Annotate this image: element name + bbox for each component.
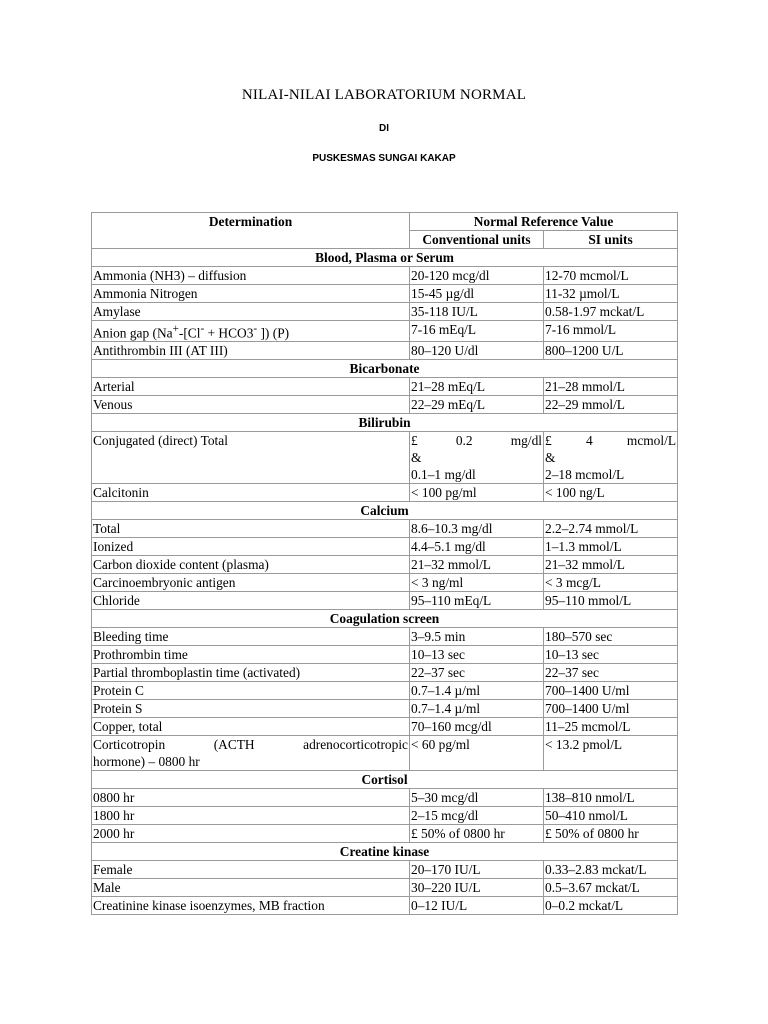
section-calcium: Calcium — [92, 502, 678, 520]
si-value: 0.58-1.97 mckat/L — [544, 303, 678, 321]
si-value: £ 50% of 0800 hr — [544, 825, 678, 843]
si-value: < 13.2 pmol/L — [544, 736, 678, 771]
test-name-part: (ACTH — [213, 737, 255, 753]
table-row — [92, 897, 678, 915]
table-row — [92, 285, 678, 303]
test-name-part: ]) (P) — [257, 325, 290, 341]
test-name-part: Anion gap (Na — [93, 325, 173, 341]
si-value: 800–1200 U/L — [544, 342, 678, 360]
test-name: Creatinine kinase isoenzymes, MB fraction — [92, 897, 410, 915]
conventional-value: 4.4–5.1 mg/dl — [410, 538, 544, 556]
test-name: Carcinoembryonic antigen — [92, 574, 410, 592]
conventional-value: 0.7–1.4 µ/ml — [410, 700, 544, 718]
value-part: & — [545, 450, 556, 466]
section-cortisol: Cortisol — [92, 771, 678, 789]
conventional-value: 20–170 IU/L — [410, 861, 544, 879]
test-name-part: hormone) – 0800 hr — [93, 754, 200, 770]
table-row — [92, 736, 678, 771]
conventional-value: < 100 pg/ml — [410, 484, 544, 502]
conventional-value: 20-120 mcg/dl — [410, 267, 544, 285]
header-determination: Determination — [92, 213, 410, 249]
table-row — [92, 342, 678, 360]
table-row — [92, 825, 678, 843]
table-row — [92, 520, 678, 538]
header-normal-reference: Normal Reference Value — [410, 213, 678, 231]
table-header-row — [92, 213, 678, 231]
table-row — [92, 267, 678, 285]
table-row — [92, 538, 678, 556]
si-value: 95–110 mmol/L — [544, 592, 678, 610]
conventional-value: 30–220 IU/L — [410, 879, 544, 897]
conventional-value: 35-118 IU/L — [410, 303, 544, 321]
si-value: 2.2–2.74 mmol/L — [544, 520, 678, 538]
conventional-value: 95–110 mEq/L — [410, 592, 544, 610]
test-name: Female — [92, 861, 410, 879]
conventional-value: 70–160 mcg/dl — [410, 718, 544, 736]
conventional-value: 15-45 µg/dl — [410, 285, 544, 303]
table-row — [92, 700, 678, 718]
conventional-value: < 60 pg/ml — [410, 736, 544, 771]
test-name-part: -[Cl — [178, 325, 201, 341]
section-row — [92, 414, 678, 432]
superscript-minus: - — [200, 323, 205, 335]
conventional-value: £ 50% of 0800 hr — [410, 825, 544, 843]
test-name — [92, 321, 410, 342]
table-row — [92, 861, 678, 879]
lab-values-table — [91, 212, 678, 915]
si-value: 0–0.2 mckat/L — [544, 897, 678, 915]
test-name: Prothrombin time — [92, 646, 410, 664]
table-row — [92, 646, 678, 664]
si-value: 180–570 sec — [544, 628, 678, 646]
test-name-part: Corticotropin — [93, 737, 166, 753]
conventional-value: 22–37 sec — [410, 664, 544, 682]
table-row — [92, 879, 678, 897]
table-row — [92, 321, 678, 342]
section-row — [92, 771, 678, 789]
header-si-units: SI units — [544, 231, 678, 249]
test-name: Copper, total — [92, 718, 410, 736]
superscript-plus: + — [172, 323, 179, 335]
test-name: 1800 hr — [92, 807, 410, 825]
si-value: < 3 mcg/L — [544, 574, 678, 592]
table-row — [92, 378, 678, 396]
section-row — [92, 610, 678, 628]
si-value: 12-70 mcmol/L — [544, 267, 678, 285]
table-row — [92, 592, 678, 610]
test-name: Partial thromboplastin time (activated) — [92, 664, 410, 682]
test-name: Ionized — [92, 538, 410, 556]
test-name: Conjugated (direct) Total — [92, 432, 410, 484]
table-row — [92, 628, 678, 646]
section-row — [92, 360, 678, 378]
test-name: Ammonia (NH3) – diffusion — [92, 267, 410, 285]
superscript-minus: - — [253, 323, 258, 335]
section-blood: Blood, Plasma or Serum — [92, 249, 678, 267]
value-part: 4 — [585, 433, 593, 449]
table-row — [92, 807, 678, 825]
test-name: Total — [92, 520, 410, 538]
test-name: Antithrombin III (AT III) — [92, 342, 410, 360]
conventional-value: 3–9.5 min — [410, 628, 544, 646]
conventional-value: 22–29 mEq/L — [410, 396, 544, 414]
conventional-value: 8.6–10.3 mg/dl — [410, 520, 544, 538]
conventional-value: 80–120 U/dl — [410, 342, 544, 360]
test-name: Carbon dioxide content (plasma) — [92, 556, 410, 574]
conventional-value: 21–28 mEq/L — [410, 378, 544, 396]
si-value: 0.33–2.83 mckat/L — [544, 861, 678, 879]
si-value: 700–1400 U/ml — [544, 682, 678, 700]
si-value: 50–410 nmol/L — [544, 807, 678, 825]
table-row — [92, 718, 678, 736]
table-row — [92, 556, 678, 574]
section-bilirubin: Bilirubin — [92, 414, 678, 432]
si-value: 21–32 mmol/L — [544, 556, 678, 574]
conventional-value: 21–32 mmol/L — [410, 556, 544, 574]
si-value: 11–25 mcmol/L — [544, 718, 678, 736]
value-part: mg/dl — [510, 433, 542, 449]
test-name: Ammonia Nitrogen — [92, 285, 410, 303]
conventional-value: 5–30 mcg/dl — [410, 789, 544, 807]
value-part: & — [411, 450, 422, 466]
value-part: 0.2 — [455, 433, 473, 449]
section-row — [92, 843, 678, 861]
test-name: Bleeding time — [92, 628, 410, 646]
si-value: 21–28 mmol/L — [544, 378, 678, 396]
test-name-part: + HCO3 — [204, 325, 254, 341]
conventional-value: 10–13 sec — [410, 646, 544, 664]
conventional-value: 0–12 IU/L — [410, 897, 544, 915]
test-name: Male — [92, 879, 410, 897]
si-value: 22–29 mmol/L — [544, 396, 678, 414]
si-value: 7-16 mmol/L — [544, 321, 678, 342]
section-coagulation: Coagulation screen — [92, 610, 678, 628]
test-name: Calcitonin — [92, 484, 410, 502]
table-row — [92, 484, 678, 502]
section-row — [92, 249, 678, 267]
test-name: 2000 hr — [92, 825, 410, 843]
test-name: 0800 hr — [92, 789, 410, 807]
test-name: Amylase — [92, 303, 410, 321]
conventional-value: 2–15 mcg/dl — [410, 807, 544, 825]
table-row — [92, 303, 678, 321]
document-subtitle-di: DI — [379, 123, 389, 134]
si-value: 11-32 µmol/L — [544, 285, 678, 303]
value-part: 0.1–1 mg/dl — [411, 467, 476, 483]
table-row — [92, 682, 678, 700]
si-value: 1–1.3 mmol/L — [544, 538, 678, 556]
test-name: Chloride — [92, 592, 410, 610]
conventional-value — [410, 432, 544, 484]
test-name: Protein C — [92, 682, 410, 700]
value-part: £ — [411, 433, 418, 449]
si-value — [544, 432, 678, 484]
si-value: < 100 ng/L — [544, 484, 678, 502]
table-row — [92, 664, 678, 682]
section-creatine-kinase: Creatine kinase — [92, 843, 678, 861]
conventional-value: 7-16 mEq/L — [410, 321, 544, 342]
test-name: Venous — [92, 396, 410, 414]
si-value: 700–1400 U/ml — [544, 700, 678, 718]
conventional-value: 0.7–1.4 µ/ml — [410, 682, 544, 700]
test-name: Arterial — [92, 378, 410, 396]
test-name: Protein S — [92, 700, 410, 718]
table-row — [92, 432, 678, 484]
table-row — [92, 574, 678, 592]
test-name — [92, 736, 410, 771]
value-part: 2–18 mcmol/L — [545, 467, 625, 483]
document-subtitle-location: PUSKESMAS SUNGAI KAKAP — [312, 153, 456, 164]
si-value: 22–37 sec — [544, 664, 678, 682]
value-part: £ — [545, 433, 552, 449]
test-name-part: adrenocorticotropic — [303, 737, 408, 753]
header-conventional-units: Conventional units — [410, 231, 544, 249]
document-title: NILAI-NILAI LABORATORIUM NORMAL — [241, 87, 527, 103]
conventional-value: < 3 ng/ml — [410, 574, 544, 592]
si-value: 138–810 nmol/L — [544, 789, 678, 807]
section-bicarbonate: Bicarbonate — [92, 360, 678, 378]
si-value: 0.5–3.67 mckat/L — [544, 879, 678, 897]
si-value: 10–13 sec — [544, 646, 678, 664]
table-row — [92, 396, 678, 414]
section-row — [92, 502, 678, 520]
value-part: mcmol/L — [626, 433, 676, 449]
table-row — [92, 789, 678, 807]
